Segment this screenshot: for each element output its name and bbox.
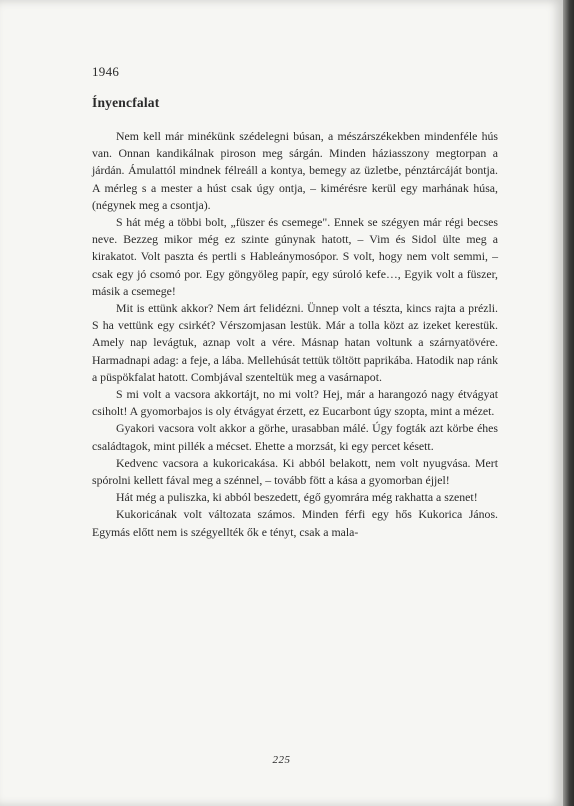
paragraph: Mit is ettünk akkor? Nem árt felidézni. Ünnep volt a tészta, kincs rajta a prézli. S ha vettünk egy csirkét? Vérszomjasan lestük. Már a tolla közt az izeket kerestük. Amely nap levágtuk, aznap volt a vére. Másnap hatan voltunk a szárnyatövére. Harmadnapi adag: a feje, a lába. Mellehúsát tettük töltött paprikába. Hatodik nap ránk a püspökfalat hatott. Combjával szenteltük meg a vasárnapot.	[92, 301, 498, 384]
body-text	[92, 128, 498, 541]
page-edge-shadow	[563, 0, 574, 806]
paragraph: Hát még a puliszka, ki abból beszedett, égő gyomrára még rakhatta a szenet!	[116, 490, 478, 505]
paragraph: S hát még a többi bolt, „füszer és csemege". Ennek se szégyen már régi becses neve. Bezzeg mikor még ez szinte gúnynak hatott, – Vim és Sidol ülte meg a kirakatot. Volt paszta és pertli s Hableánymosópor. S volt, hogy nem volt semmi, – csak egy jó csomó por. Egy göngyöleg papír, egy súroló kefe…, Egyik volt a füszer, másik a csemege!	[92, 215, 498, 298]
paragraph: S mi volt a vacsora akkortájt, no mi volt? Hej, már a harangozó nagy étvágyat csiholt! A gyomorbajos is oly étvágyat érzett, ez Eucarbont úgy szopta, mint a mézet.	[92, 387, 498, 419]
paragraph: Kukoricának volt változata számos. Minden férfi egy hős Kukorica János. Egymás előtt nem is szégyellték ők e tényt, csak a mala-	[92, 507, 498, 539]
year-heading: 1946	[92, 64, 120, 79]
page-number: 225	[272, 754, 291, 766]
paragraph: Nem kell már minékünk szédelegni búsan, a mészárszékekben mindenféle hús van. Onnan kandikálnak piroson meg sárgán. Minden háziasszony megtorpan a járdán. Ámulattól mindnek félreáll a kontya, bemegy az üzletbe, pénztárcáját bontja. A mérleg s a mester a húst csak úgy ontja, – kimérésre kerül egy marhának húsa, (négynek meg a csontja).	[92, 129, 498, 212]
paragraph: Gyakori vacsora volt akkor a görhe, urasabban málé. Úgy fogták azt körbe éhes családtagok, mint pillék a mécset. Ehette a morzsát, ki egy percet késett.	[92, 421, 498, 453]
paragraph: Kedvenc vacsora a kukoricakása. Ki abból belakott, nem volt nyugvása. Mert spórolni kellett fával meg a szénnel, – tovább fött a kása a gyomorban éjjel!	[92, 455, 498, 488]
page-title: Ínyencfalat	[92, 95, 160, 110]
